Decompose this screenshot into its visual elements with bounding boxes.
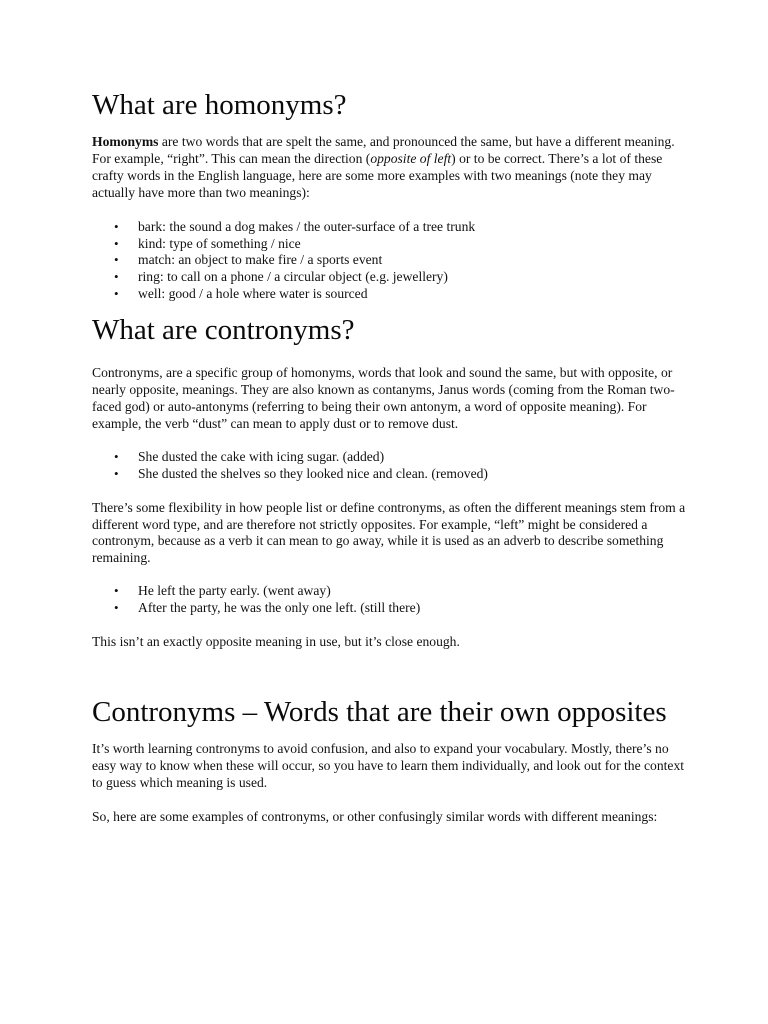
document-page — [92, 0, 688, 826]
flexibility-paragraph: There’s some flexibility in how people list or define contronyms, as often the different meanings stem from a different word type, and are therefore not strictly opposites. For example, “left” might be considered a contronym, because as a verb it can mean to go away, while it is used as an adverb to describe something remaining. — [92, 499, 686, 566]
homonyms-intro-italic: opposite of left — [370, 150, 452, 166]
homonym-examples-list — [92, 219, 688, 304]
list-item: • She dusted the cake with icing sugar. (added) — [92, 449, 688, 466]
homonyms-intro-text-1: are two words that are spelt the same, and pronounced the same, but have a different meaning. For example, “right”. This can mean the direction ( — [92, 134, 675, 166]
examples-intro-paragraph: So, here are some examples of contronyms, or other confusingly similar words with different meanings: — [92, 808, 658, 824]
left-examples-list — [92, 583, 688, 617]
heading-contronyms: What are contronyms? — [92, 314, 355, 347]
homonyms-intro-text-2: ) or to be correct. There’s a lot of these crafty words in the English language, here are some more examples with two meanings (note they may actually have more than two meanings): — [92, 150, 663, 200]
heading-homonyms: What are homonyms? — [92, 89, 347, 121]
list-item: • After the party, he was the only one left. (still there) — [92, 600, 688, 617]
list-item: • kind: type of something / nice — [92, 236, 688, 253]
list-item: • match: an object to make fire / a sports event — [92, 252, 688, 269]
list-item: • She dusted the shelves so they looked nice and clean. (removed) — [92, 466, 688, 483]
list-item: • well: good / a hole where water is sourced — [92, 286, 688, 303]
homonyms-bold-term: Homonyms — [92, 134, 159, 149]
contronyms-intro-paragraph: Contronyms, are a specific group of homonyms, words that look and sound the same, but with opposite, or nearly opposite, meanings. They are also known as contanyms, Janus words (coming from the Roman two-faced god) or auto-antonyms (referring to being their own antonym, a word of opposite meaning). For example, the verb “dust” can mean to apply dust or to remove dust. — [92, 365, 675, 431]
homonyms-intro-paragraph — [92, 134, 688, 202]
list-item: • ring: to call on a phone / a circular object (e.g. jewellery) — [92, 269, 688, 286]
heading-own-opposites: Contronyms – Words that are their own opposites — [92, 695, 667, 728]
worth-learning-paragraph: It’s worth learning contronyms to avoid confusion, and also to expand your vocabulary. Mostly, there’s no easy way to know when these will occur, so you have to learn them individually, and look out for the context to guess which meaning is used. — [92, 740, 685, 790]
close-enough-paragraph: This isn’t an exactly opposite meaning in use, but it’s close enough. — [92, 634, 460, 650]
dust-examples-list — [92, 449, 688, 483]
list-item: • bark: the sound a dog makes / the outer-surface of a tree trunk — [92, 219, 688, 236]
list-item: • He left the party early. (went away) — [92, 583, 688, 600]
